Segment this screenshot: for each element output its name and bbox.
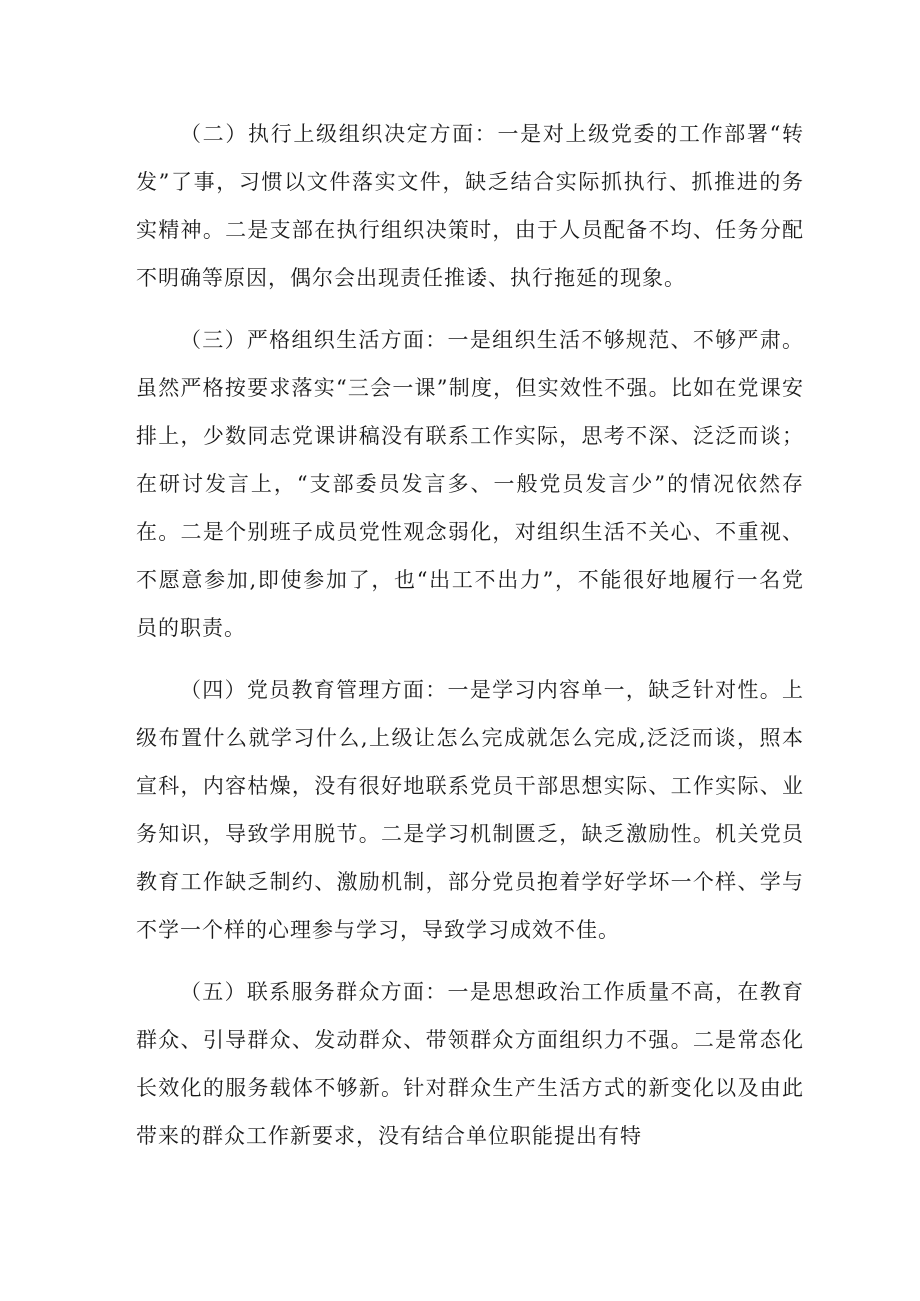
paragraph-execution: （二）执行上级组织决定方面：一是对上级党委的工作部署“转发”了事，习惯以文件落实文件，缺乏结合实际抓执行、抓推进的务实精神。二是支部在执行组织决策时，由于人员配备不均、任务分配不明确等原因，偶尔会出现责任推诿、执行拖延的现象。	[136, 122, 804, 290]
paragraph-serving-masses: （五）联系服务群众方面：一是思想政治工作质量不高，在教育群众、引导群众、发动群众、带领群众方面组织力不强。二是常态化长效化的服务载体不够新。针对群众生产生活方式的新变化以及由此带来的群众工作新要求，没有结合单位职能提出有特	[136, 980, 804, 1148]
document-page	[136, 110, 804, 1174]
paragraph-member-education: （四）党员教育管理方面：一是学习内容单一，缺乏针对性。上级布置什么就学习什么,上级让怎么完成就怎么完成,泛泛而谈，照本宣科，内容枯燥，没有很好地联系党员干部思想实际、工作实际、业务知识，导致学用脱节。二是学习机制匮乏，缺乏激励性。机关党员教育工作缺乏制约、激励机制，部分党员抱着学好学坏一个样、学与不学一个样的心理参与学习，导致学习成效不佳。	[136, 678, 804, 942]
paragraph-organizational-life: （三）严格组织生活方面：一是组织生活不够规范、不够严肃。虽然严格按要求落实“三会一课”制度，但实效性不强。比如在党课安排上，少数同志党课讲稿没有联系工作实际，思考不深、泛泛而谈；在研讨发言上，“支部委员发言多、一般党员发言少”的情况依然存在。二是个别班子成员党性观念弱化，对组织生活不关心、不重视、不愿意参加,即使参加了，也“出工不出力”，不能很好地履行一名党员的职责。	[136, 328, 804, 640]
